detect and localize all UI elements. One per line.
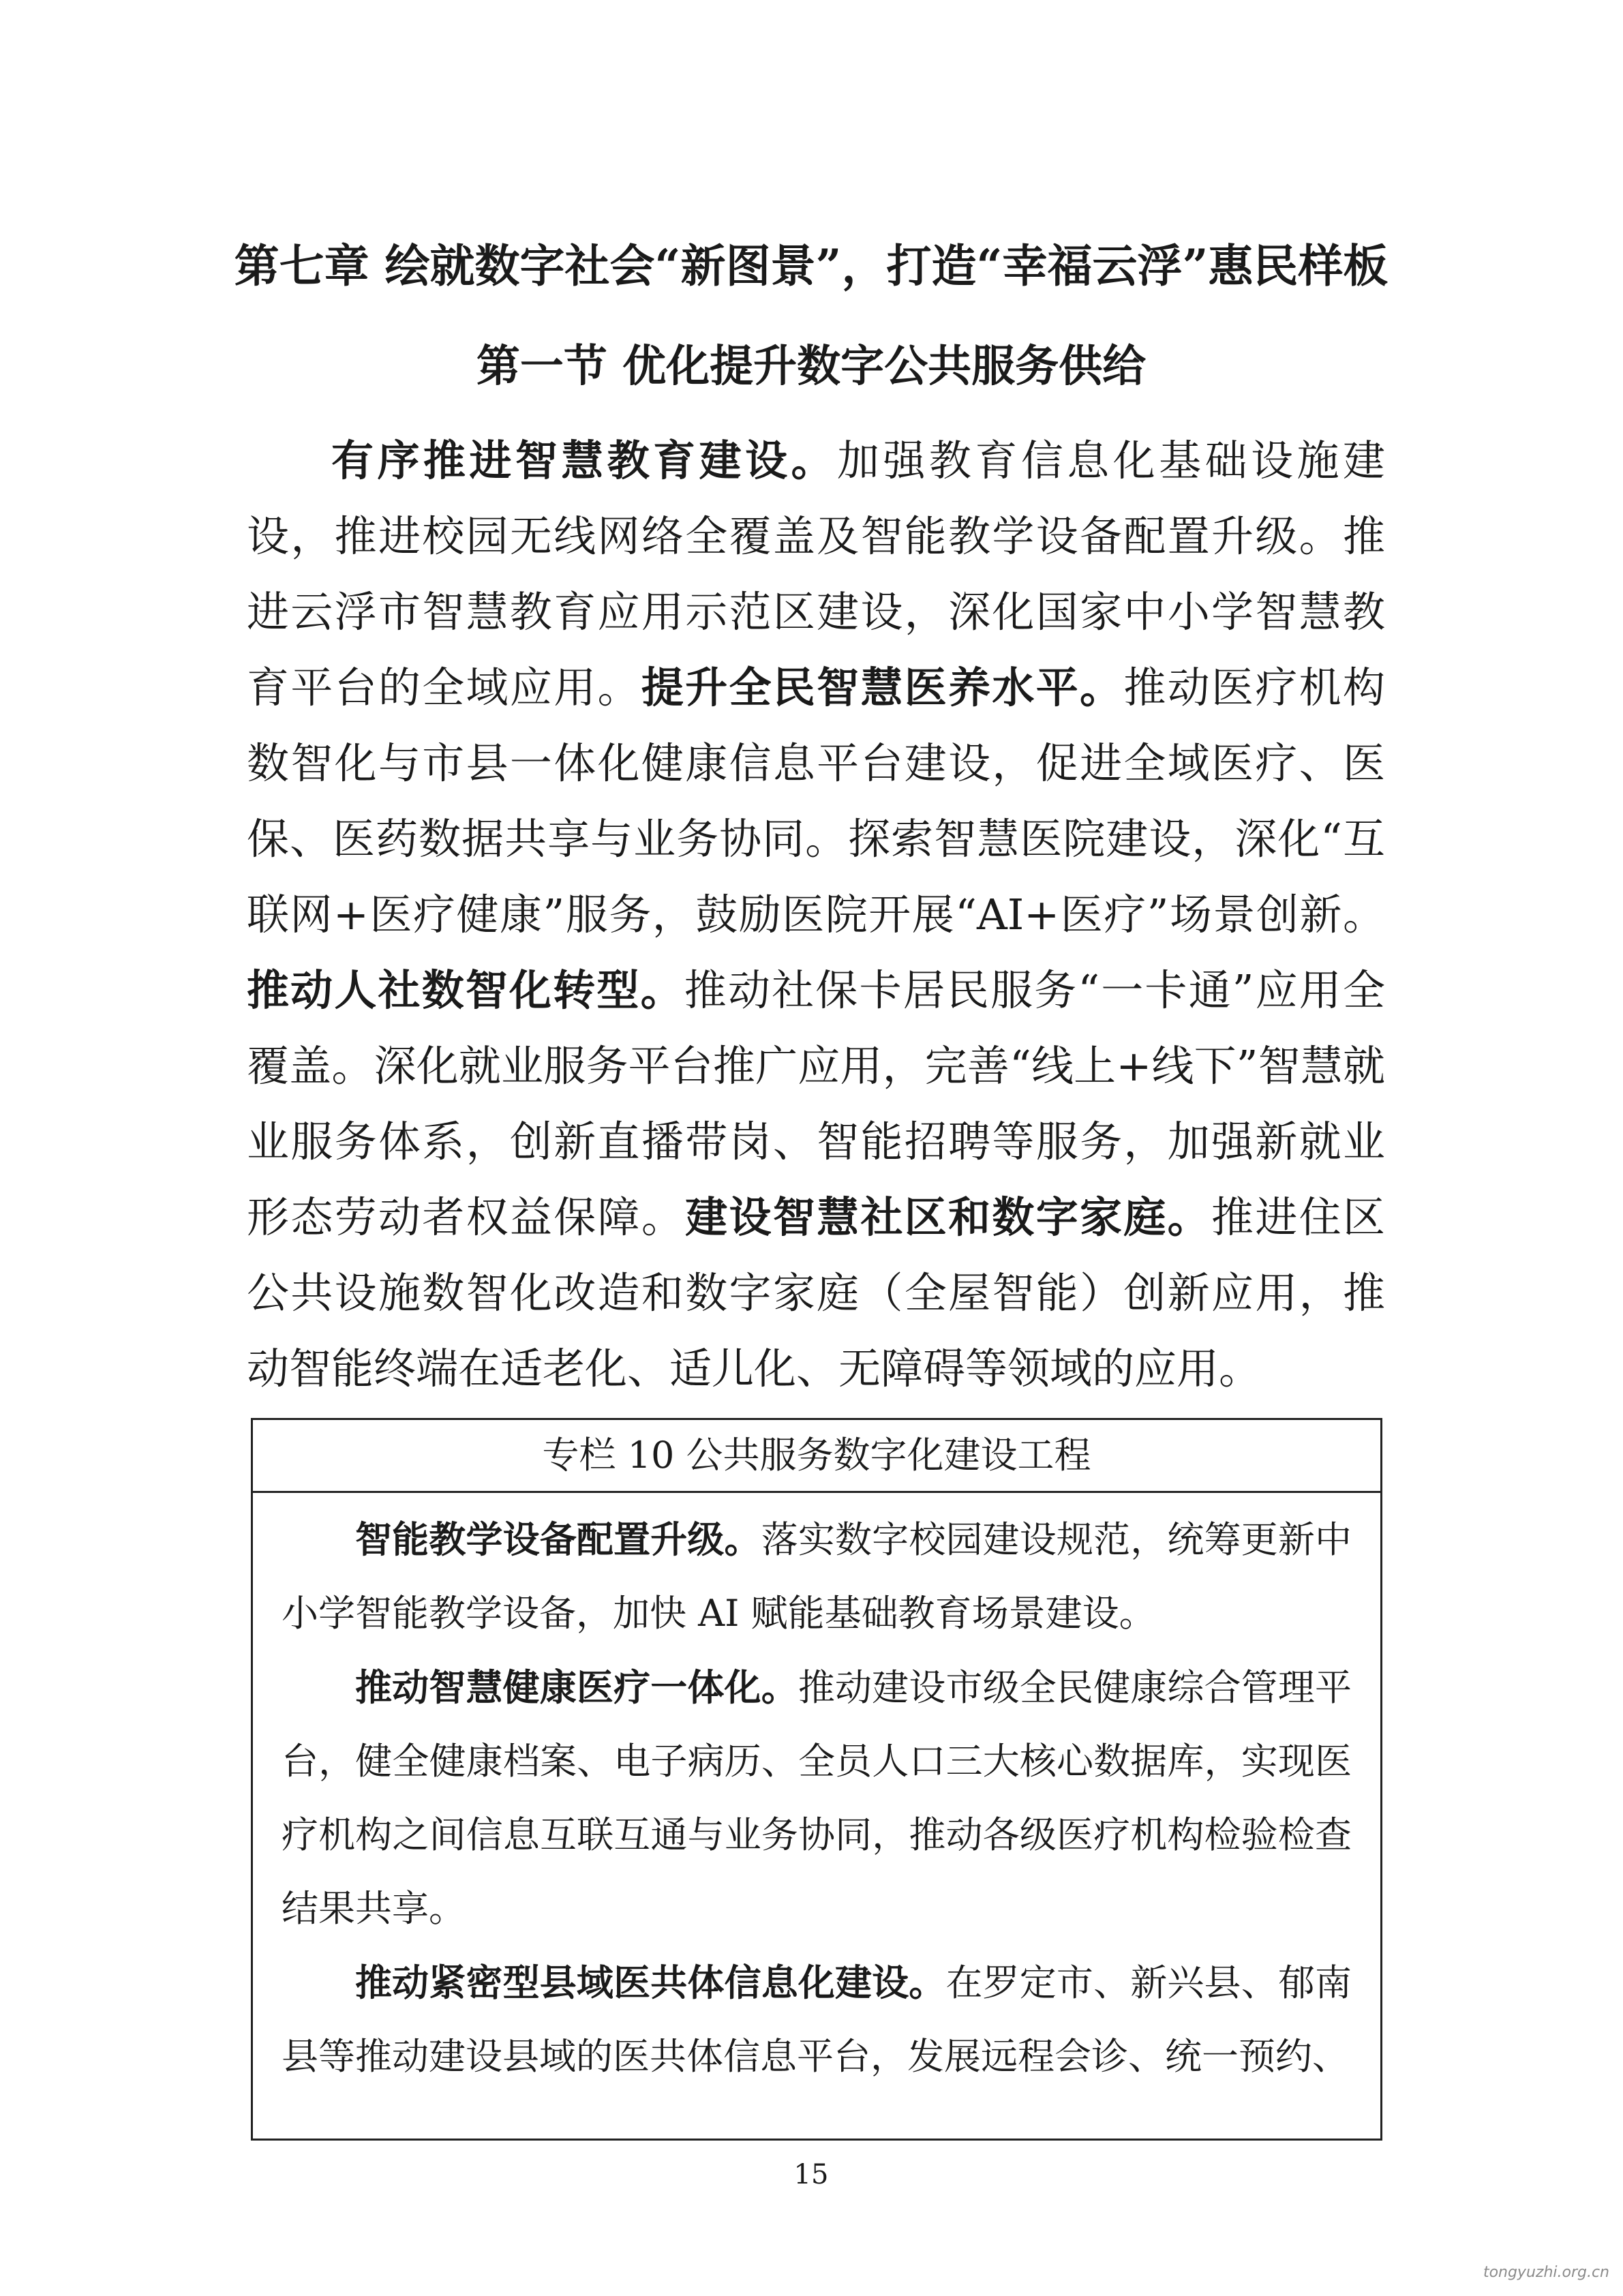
paragraph-text-health: 推动医疗机构数智化与市县一体化健康信息平台建设，促进全域医疗、医保、医药数据共享与业务协同。探索智慧医院建设，深化“互联网+医疗健康”服务，鼓励医院开展“AI+医疗”场景创新。 — [247, 663, 1385, 939]
column-box-body — [253, 1493, 1380, 2094]
paragraph-text-social-security: 推动社保卡居民服务“一卡通”应用全覆盖。深化就业服务平台推广应用，完善“线上+线下”智慧就业服务体系，创新直播带岗、智能招聘等服务，加强新就业形态劳动者权益保障。 — [247, 965, 1385, 1242]
column-item-text: 推动建设市级全民健康综合管理平台，健全健康档案、电子病历、全员人口三大核心数据库，实现医疗机构之间信息互联互通与业务协同，推动各级医疗机构检验检查结果共享。 — [282, 1666, 1352, 1930]
column-item-heading: 推动智慧健康医疗一体化。 — [355, 1665, 798, 1709]
column-item-text: 落实数字校园建设规范，统筹更新中小学智能教学设备，加快 AI 赋能基础教育场景建设。 — [282, 1518, 1352, 1635]
paragraph-heading-health: 提升全民智慧医养水平。 — [641, 663, 1124, 712]
page-number: 15 — [793, 2159, 829, 2190]
paragraph-heading-education: 有序推进智慧教育建设。 — [331, 436, 837, 485]
column-item — [282, 1502, 1352, 1650]
section-title: 第一节 优化提升数字公共服务供给 — [476, 341, 1147, 392]
body-paragraph — [247, 423, 1385, 1406]
paragraph-text-community: 推进住区公共设施数智化改造和数字家庭（全屋智能）创新应用，推动智能终端在适老化、适儿化、无障碍等领域的应用。 — [247, 1192, 1385, 1393]
column-box-title: 专栏 10 公共服务数字化建设工程 — [253, 1420, 1380, 1493]
paragraph-text-education: 加强教育信息化基础设施建设，推进校园无线网络全覆盖及智能教学设备配置升级。推进云浮市智慧教育应用示范区建设，深化国家中小学智慧教育平台的全域应用。 — [247, 436, 1385, 712]
column-item — [282, 1650, 1352, 1946]
column-item-heading: 智能教学设备配置升级。 — [355, 1517, 761, 1561]
column-box — [251, 1418, 1382, 2141]
paragraph-heading-social-security: 推动人社数智化转型。 — [247, 965, 684, 1015]
column-item-text: 在罗定市、新兴县、郁南县等推动建设县域的医共体信息平台，发展远程会诊、统一预约、 — [282, 1961, 1352, 2078]
paragraph-heading-community: 建设智慧社区和数字家庭。 — [685, 1192, 1212, 1242]
watermark-text: tongyuzhi.org.cn — [1483, 2264, 1609, 2281]
column-item-heading: 推动紧密型县域医共体信息化建设。 — [355, 1961, 946, 2004]
column-item — [282, 1946, 1352, 2094]
chapter-title: 第七章 绘就数字社会“新图景”，打造“幸福云浮”惠民样板 — [234, 239, 1389, 292]
